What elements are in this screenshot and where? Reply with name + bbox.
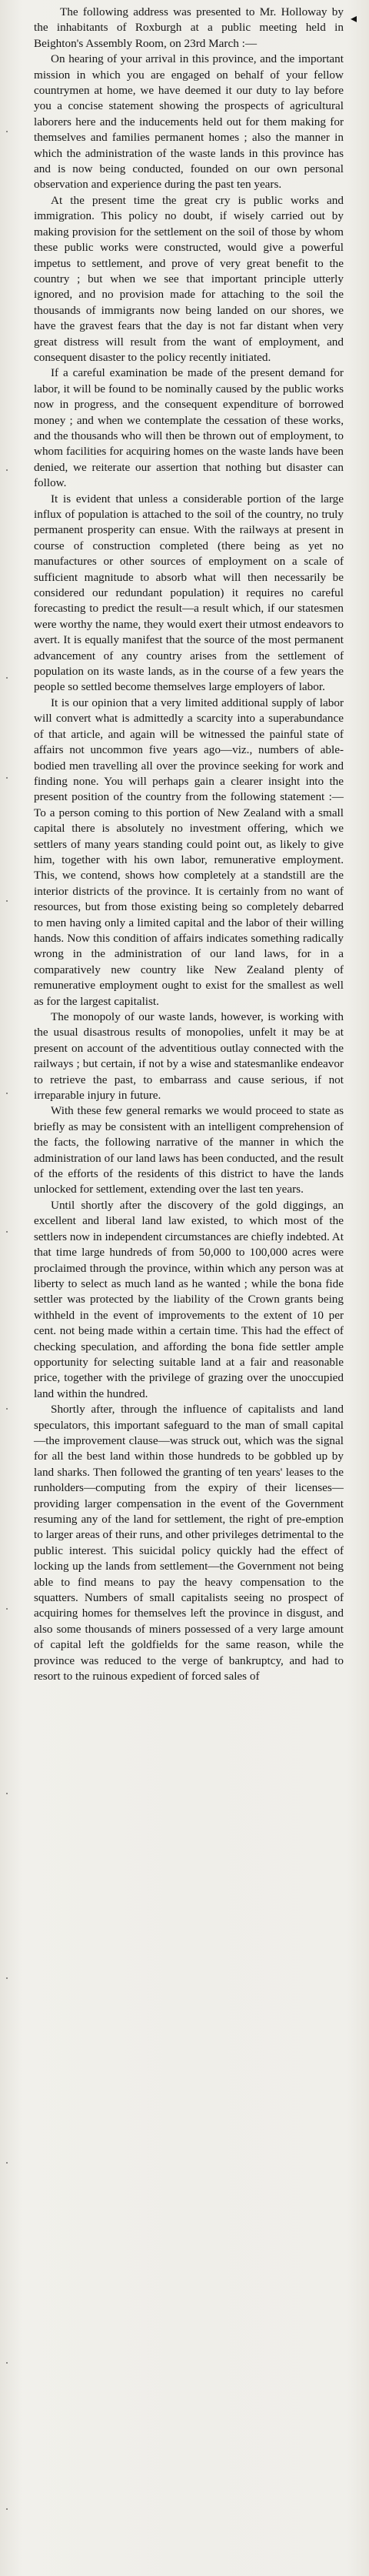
article-paragraph: With these few general remarks we would proceed to state as briefly as may be consistent with an intelligent comprehension of the facts, the following narrative of the manner in which the administration of our land laws has been conducted, and the result of the efforts of the residents of this district to have the lands unlocked for settlement, extending over the last ten years. (34, 1104, 344, 1196)
article-paragraph: At the present time the great cry is public works and immigration. This policy no doubt, if wisely carried out by making provision for the settlement on the soil of those by whom these public works were constructed, would give a powerful impetus to settlement, and prove of very great benefit to the country ; but when we see that important principle utterly ignored, and no provision made for attaching to the soil the thousands of immigrants now being landed on our shores, we have the gravest fears that the day is not far distant when very great distress will result from the want of employment, and consequent disaster to the policy recently initiated. (34, 193, 344, 364)
scan-speck (6, 1977, 8, 1979)
article-paragraph: Until shortly after the discovery of the gold diggings, an excellent and liberal land law existed, to which most of the settlers now in independent circumstances are chiefly indebted. At that time large hundreds of from 50,000 to 100,000 acres were proclaimed through the province, within which any person was at liberty to select as much land as he wanted ; while the bona fide settler was protected by the liability of the Crown grants being withheld in the event of improvements to the extent of 10 per cent. not being made within a certain time. This had the effect of checking speculation, and affording the bona fide settler ample opportunity for selecting suitable land at a fair and reasonable price, together with the privilege of grazing over the unoccupied land within the hundred. (34, 1198, 344, 1400)
left-gutter-specks (2, 0, 12, 2576)
article-paragraph: It is our opinion that a very limited additional supply of labor will convert what is admittedly a scarcity into a superabundance of that article, and again will be witnessed the painful state of affairs not uncommon five years ago—viz., numbers of able-bodied men travelling all over the province seeking for work and finding none. You will perhaps gain a clearer insight into the present position of the country from the following statement :— To a person coming to this portion of New Zealand with a small capital there is absolutely no investment offering, which we settlers of many years standing could point out, as likely to give him, together with his own labor, remunerative employment. This, we contend, shows how completely at a standstill are the interior districts of the province. It is certainly from no want of resources, but from those existing being so completely debarred to men having only a limited capital and the labor of their willing hands. Now this condition of affairs indicates something radically wrong in the administration of our land laws, for in a comparatively new country like New Zealand plenty of remunerative employment ought to exist for the smallest as well as for the largest capitalist. (34, 696, 344, 1008)
scan-speck (6, 1093, 8, 1094)
article-paragraph: Shortly after, through the influence of capitalists and land speculators, this important safeguard to the man of small capital—the improvement clause—was struck out, which was the signal for all the best land within those hundreds to be gobbled up by land sharks. Then followed the granting of ten years' leases to the runholders—computing from the expiry of their licenses—providing larger compensation in the event of the Government resuming any of the land for settlement, the right of pre-emption to larger areas of their runs, and other privileges detrimental to the public interest. This suicidal policy quickly had the effect of locking up the lands from settlement—the Government not being able to find means to pay the heavy compensation to the squatters. Numbers of small capitalists seeing no prospect of acquiring homes for themselves left the province in disgust, and also some thousands of miners possessed of a very large amount of capital left the goldfields for the same reason, while the province was reduced to the verge of bankruptcy, and had to resort to the ruinous expedient of forced sales of (34, 1403, 344, 1683)
scan-speck (6, 1608, 8, 1610)
article-paragraph: The monopoly of our waste lands, however, is working with the usual disastrous results of monopolies, unfelt it may be at present on account of the adventitious outlay connected with the railways ; but certain, if not by a wise and statesmanlike endeavor to retrieve the past, to embarrass and cause serious, if not irreparable injury in future. (34, 1010, 344, 1103)
scan-speck (6, 777, 8, 779)
article-paragraph: If a careful examination be made of the present demand for labor, it will be found to be nominally caused by the public works now in progress, and the consequent expenditure of borrowed money ; and when we contemplate the cessation of these works, and the thousands who will then be thrown out of employment, to whom facilities for acquiring homes on the waste lands have been denied, we reiterate our assertion that nothing but disaster can follow. (34, 366, 344, 490)
scan-speck (6, 1408, 8, 1410)
scan-speck (6, 1231, 8, 1233)
article-paragraph: On hearing of your arrival in this province, and the important mission in which you are engaged on behalf of your fellow countrymen at home, we have deemed it our duty to lay before you a concise statement showing the prospects of agricultural laborers here and the inducements held out for them making for themselves and families permanent homes ; also the manner in which the administration of the waste lands in this province has and is now being conducted, founded on our own personal observation and experience during the past ten years. (34, 52, 344, 192)
scan-speck (6, 1793, 8, 1794)
margin-pointer-mark: ◂ (351, 11, 357, 25)
article-intro-paragraph: The following address was presented to Mr. Holloway by the inhabitants of Roxburgh at a public meeting held in Beighton's Assembly Room, on 23rd March :— (34, 5, 344, 50)
scan-speck (6, 469, 8, 471)
scan-speck (6, 2362, 8, 2364)
scan-speck (6, 677, 8, 679)
scan-speck (6, 900, 8, 902)
scan-speck (6, 2508, 8, 2510)
scan-speck (6, 2162, 8, 2164)
article-column (34, 5, 344, 1684)
article-paragraph: It is evident that unless a considerable portion of the large influx of population is attached to the soil of the country, no truly permanent prosperity can ensue. With the railways at present in course of construction completed (there being as yet no manufactures or other sources of employment on a scale of sufficient magnitude to absorb what will then necessarily be considered our redundant population) it requires no careful forecasting to predict the result—a result which, if our statesmen were worthy the name, they would exert their utmost endeavors to avert. It is equally manifest that the source of the most permanent advancement of any country arises from the settlement of population on its waste lands, as in the course of a few years the people so settled become themselves large employers of labor. (34, 492, 344, 694)
scan-speck (6, 131, 8, 132)
